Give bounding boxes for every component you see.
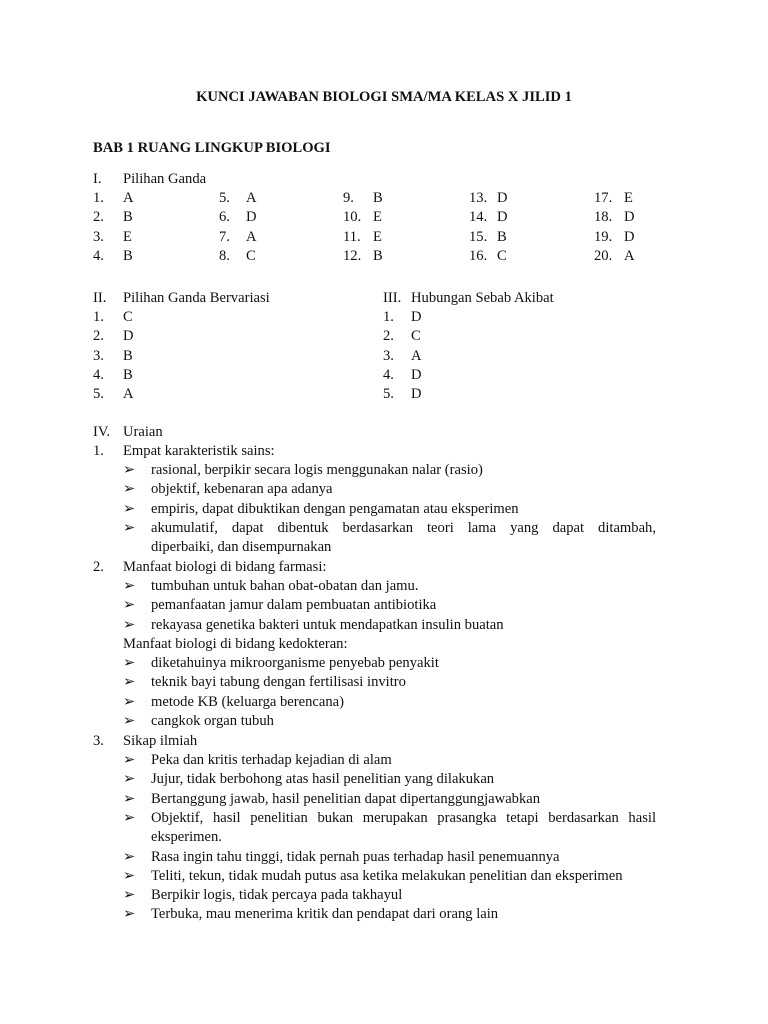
answer-number: 20. xyxy=(594,247,613,264)
bullet-item: rekayasa genetika bakteri untuk mendapatkan insulin buatan xyxy=(151,616,504,633)
answer-letter: D xyxy=(497,209,508,226)
answer-letter: A xyxy=(246,228,257,245)
bullet-arrow-icon: ➢ xyxy=(123,597,136,614)
section-number: II. xyxy=(93,290,107,306)
question-number: 1. xyxy=(93,443,104,459)
answer-letter: A xyxy=(411,347,422,364)
bullet-arrow-icon: ➢ xyxy=(123,867,136,884)
answer-letter: B xyxy=(123,247,133,264)
bullet-item: teknik bayi tabung dengan fertilisasi invitro xyxy=(151,674,406,691)
answer-number: 1. xyxy=(383,309,394,325)
bullet-item: cangkok organ tubuh xyxy=(151,712,274,729)
bullet-item: Berpikir logis, tidak percaya pada takhayul xyxy=(151,887,403,904)
bullet-item: Teliti, tekun, tidak mudah putus asa ketika melakukan penelitian dan eksperimen xyxy=(151,867,623,884)
bullet-arrow-icon: ➢ xyxy=(123,693,136,710)
answer-number: 4. xyxy=(93,247,104,264)
answer-number: 3. xyxy=(383,347,394,364)
answer-number: 1. xyxy=(93,309,104,325)
bullet-arrow-icon: ➢ xyxy=(123,790,136,807)
answer-number: 12. xyxy=(343,247,362,264)
answer-letter: D xyxy=(411,366,422,383)
answer-letter: A xyxy=(246,190,257,206)
answer-number: 10. xyxy=(343,209,362,226)
bullet-arrow-icon: ➢ xyxy=(123,616,136,633)
question-number: 3. xyxy=(93,733,104,749)
answer-letter: B xyxy=(123,347,133,364)
answer-letter: B xyxy=(497,228,507,245)
section-heading: Pilihan Ganda xyxy=(123,171,207,187)
answer-letter: D xyxy=(624,209,635,226)
answer-number: 5. xyxy=(93,386,104,403)
answer-number: 1. xyxy=(93,190,104,206)
answer-letter: A xyxy=(624,247,635,264)
bullet-arrow-icon: ➢ xyxy=(123,519,136,536)
bullet-item: Bertanggung jawab, hasil penelitian dapat dipertanggungjawabkan xyxy=(151,790,541,807)
answer-number: 2. xyxy=(93,328,104,345)
answer-number: 8. xyxy=(219,247,230,264)
answer-number: 2. xyxy=(93,209,104,226)
bullet-item: pemanfaatan jamur dalam pembuatan antibiotika xyxy=(151,597,437,614)
answer-number: 4. xyxy=(383,366,394,383)
bullet-arrow-icon: ➢ xyxy=(123,887,136,904)
bullet-arrow-icon: ➢ xyxy=(123,481,136,498)
bullet-item: Objektif, hasil penelitian bukan merupakan prasangka tetapi berdasarkan hasil xyxy=(151,809,656,826)
bullet-arrow-icon: ➢ xyxy=(123,462,136,478)
bullet-item: empiris, dapat dibuktikan dengan pengamatan atau eksperimen xyxy=(151,500,519,517)
answer-number: 4. xyxy=(93,366,104,383)
answer-number: 7. xyxy=(219,228,230,245)
answer-letter: D xyxy=(246,209,257,226)
section-heading: Hubungan Sebab Akibat xyxy=(411,290,554,306)
document-title: KUNCI JAWABAN BIOLOGI SMA/MA KELAS X JILID 1 xyxy=(196,89,572,105)
bullet-item: Terbuka, mau menerima kritik dan pendapat dari orang lain xyxy=(151,906,499,923)
answer-letter: D xyxy=(411,386,422,403)
bullet-arrow-icon: ➢ xyxy=(123,771,136,788)
section-number: IV. xyxy=(93,424,111,440)
answer-letter: B xyxy=(373,190,383,206)
answer-number: 5. xyxy=(383,386,394,403)
answer-number: 2. xyxy=(383,328,394,345)
answer-number: 17. xyxy=(594,190,613,206)
answer-letter: E xyxy=(373,228,382,245)
bullet-item: diketahuinya mikroorganisme penyebab penyakit xyxy=(151,655,439,671)
answer-number: 19. xyxy=(594,228,613,245)
bullet-arrow-icon: ➢ xyxy=(123,655,136,671)
answer-number: 15. xyxy=(469,228,488,245)
answer-letter: D xyxy=(497,190,508,206)
question-text: Sikap ilmiah xyxy=(123,733,198,749)
bullet-item: Jujur, tidak berbohong atas hasil penelitian yang dilakukan xyxy=(151,771,495,788)
answer-number: 18. xyxy=(594,209,613,226)
answer-number: 9. xyxy=(343,190,354,206)
answer-letter: C xyxy=(411,328,421,345)
section-number: I. xyxy=(93,171,102,187)
answer-letter: E xyxy=(123,228,132,245)
section-heading: Pilihan Ganda Bervariasi xyxy=(123,290,270,306)
bullet-arrow-icon: ➢ xyxy=(123,500,136,517)
answer-letter: A xyxy=(123,190,134,206)
bullet-arrow-icon: ➢ xyxy=(123,674,136,691)
question-text: Manfaat biologi di bidang farmasi: xyxy=(123,559,327,575)
answer-number: 13. xyxy=(469,190,488,206)
question-number: 2. xyxy=(93,559,104,575)
section-heading: Uraian xyxy=(123,424,163,440)
question-text: Empat karakteristik sains: xyxy=(123,443,275,459)
bullet-item: tumbuhan untuk bahan obat-obatan dan jamu. xyxy=(151,578,419,594)
bullet-item: Rasa ingin tahu tinggi, tidak pernah puas terhadap hasil penemuannya xyxy=(151,848,560,865)
answer-letter: D xyxy=(411,309,422,325)
answer-number: 14. xyxy=(469,209,488,226)
answer-letter: C xyxy=(246,247,256,264)
bullet-item: Peka dan kritis terhadap kejadian di alam xyxy=(151,752,392,768)
answer-letter: B xyxy=(123,366,133,383)
question-text: Manfaat biologi di bidang kedokteran: xyxy=(123,636,348,652)
answer-letter: C xyxy=(497,247,507,264)
answer-number: 6. xyxy=(219,209,230,226)
bullet-item: objektif, kebenaran apa adanya xyxy=(151,481,333,498)
answer-number: 3. xyxy=(93,228,104,245)
answer-number: 3. xyxy=(93,347,104,364)
section-number: III. xyxy=(383,290,402,306)
answer-letter: E xyxy=(373,209,382,226)
answer-number: 11. xyxy=(343,228,361,245)
bullet-item: diperbaiki, dan disempurnakan xyxy=(151,539,332,556)
bullet-arrow-icon: ➢ xyxy=(123,848,136,865)
answer-letter: B xyxy=(373,247,383,264)
answer-letter: D xyxy=(123,328,134,345)
bullet-arrow-icon: ➢ xyxy=(123,906,136,923)
answer-letter: B xyxy=(123,209,133,226)
answer-letter: D xyxy=(624,228,635,245)
answer-letter: E xyxy=(624,190,633,206)
answer-letter: A xyxy=(123,386,134,403)
bullet-arrow-icon: ➢ xyxy=(123,712,136,729)
bullet-item: metode KB (keluarga berencana) xyxy=(151,693,345,710)
bullet-item: rasional, berpikir secara logis menggunakan nalar (rasio) xyxy=(151,462,483,478)
bullet-arrow-icon: ➢ xyxy=(123,578,136,594)
chapter-heading: BAB 1 RUANG LINGKUP BIOLOGI xyxy=(93,140,331,156)
answer-number: 5. xyxy=(219,190,230,206)
answer-number: 16. xyxy=(469,247,488,264)
bullet-arrow-icon: ➢ xyxy=(123,809,136,826)
bullet-item: eksperimen. xyxy=(151,829,222,846)
bullet-arrow-icon: ➢ xyxy=(123,752,136,768)
answer-letter: C xyxy=(123,309,133,325)
bullet-item: akumulatif, dapat dibentuk berdasarkan teori lama yang dapat ditambah, xyxy=(151,519,656,536)
